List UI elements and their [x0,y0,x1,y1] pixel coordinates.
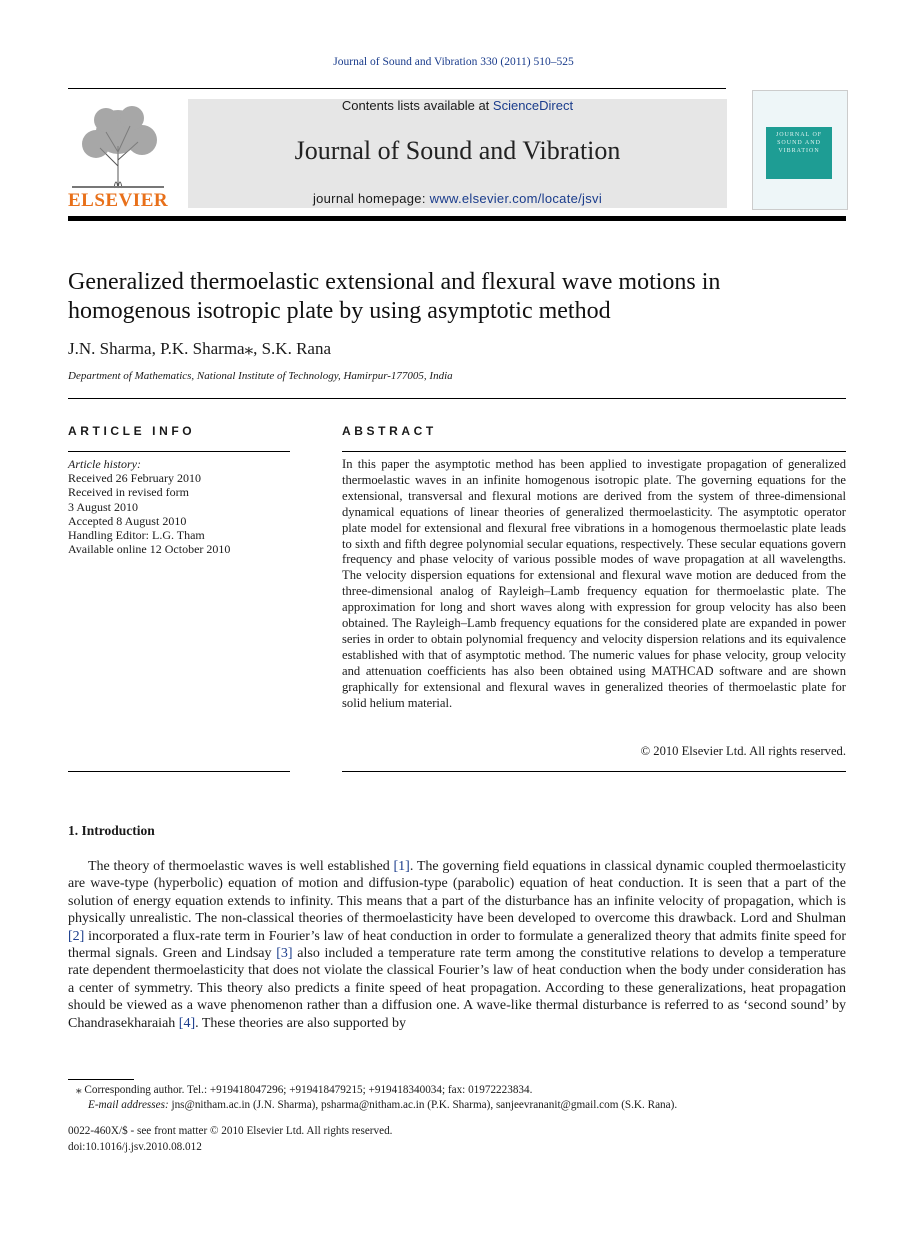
contents-prefix: Contents lists available at [341,98,493,113]
email-label: E-mail addresses: [88,1099,172,1111]
abstract-rule [342,451,846,452]
article-info-heading: ARTICLE INFO [68,424,196,438]
email-list: jns@nitham.ac.in (J.N. Sharma), psharma@nitham.ac.in (P.K. Sharma), sanjeevrananit@gmail.com (S.K. Rana). [171,1099,678,1111]
introduction-paragraph [68,858,846,1032]
abstract-bottom-rule [342,771,846,772]
journal-homepage-link[interactable]: www.elsevier.com/locate/jsvi [429,191,603,206]
history-item: Received 26 February 2010 [68,471,201,486]
front-matter-note: 0022-460X/$ - see front matter © 2010 Elsevier Ltd. All rights reserved. [68,1125,393,1137]
header-top-rule [68,88,726,89]
doi[interactable]: doi:10.1016/j.jsv.2010.08.012 [68,1141,202,1153]
contents-available-line [188,98,727,113]
header-bottom-rule [68,216,846,221]
journal-cover-thumbnail [752,90,848,210]
history-label: Article history: [68,457,141,471]
section-heading-introduction: 1. Introduction [68,823,155,838]
history-item: Accepted 8 August 2010 [68,513,187,528]
cover-title: JOURNAL OF SOUND AND VIBRATION [775,132,823,154]
reference-link[interactable]: [4] [178,1015,196,1031]
intro-text-segment: incorporated a flux-rate term in Fourier’s law of heat conduction in order to formulate a generalized theory that admits finite speed for thermal signals. Green and Lindsay [68,928,846,962]
intro-text-segment: also included a temperature rate term among the constitutive relations to develop a temperature rate dependent thermoelasticity that does not violate the classical Fourier’s law of heat conduction when the body under consideration has a center of symmetry. This theory also predicts a finite speed of heat propagation. According to these generalizations, heat propagation should be viewed as a wave phenomenon rather than a diffusion one. A wave-like thermal disturbance is referred to as ‘second sound’ by Chandrasekharaiah [68,946,846,1031]
sciencedirect-link[interactable]: ScienceDirect [492,98,574,113]
article-title: Generalized thermoelastic extensional and flexural wave motions in homogenous isotropic plate by using asymptotic method [68,269,721,324]
reference-link[interactable]: [3] [276,946,293,962]
corresponding-author-note: ⁎ Corresponding author. Tel.: +919418047296; +919418479215; +919418340034; fax: 01972223834. [76,1084,533,1096]
abstract-heading: ABSTRACT [342,424,437,438]
homepage-prefix: journal homepage: [312,191,430,206]
article-info-bottom-rule [68,771,290,772]
abstract-body: In this paper the asymptotic method has been applied to investigate propagation of generalized thermoelastic waves in an infinite homogenous isotropic plate. The governing equations for the extensional, transversal and flexural motions are derived from the system of three-dimensional dynamical equations of linear theories of generalized thermoelasticity. The asymptotic operator plate model for extensional and flexural free vibrations in a homogenous thermoelastic plate leads to sixth and fifth degree polynomial secular equations, respectively. These secular equations govern frequency and phase velocity of various possible modes of wave propagation at all wavelengths. The velocity dispersion equations for extensional and flexural wave motion are deduced from the three-dimensional analog of Rayleigh–Lamb frequency equation for thermoelastic plate. The approximation for long and short waves along with expression for group velocity has also been obtained. The Rayleigh–Lamb frequency equations for the considered plate are expanded in power series in order to obtain polynomial frequency and velocity dispersion relations and its equivalence established with that of asymptotic method. The numeric values for phase velocity, group velocity and attenuation coefficients has also been obtained using MATHCAD software and are shown graphically for extensional and flexural waves in generalized theories of thermoelastic plate for solid helium material. [342,457,846,710]
title-divider [68,398,846,399]
article-history [68,457,290,556]
affiliation: Department of Mathematics, National Institute of Technology, Hamirpur-177005, India [68,370,453,382]
elsevier-wordmark: ELSEVIER [68,190,169,211]
intro-text-segment: . These theories are also supported by [195,1015,406,1031]
journal-homepage-line [188,191,727,206]
journal-citation[interactable]: Journal of Sound and Vibration 330 (2011) 510–525 [333,56,574,68]
history-item: 3 August 2010 [68,499,139,514]
history-item: Received in revised form [68,485,189,500]
journal-title: Journal of Sound and Vibration [294,136,621,165]
footnote-rule [68,1079,134,1080]
history-item: Available online 12 October 2010 [68,542,231,557]
reference-link[interactable]: [2] [68,928,85,944]
article-info-rule [68,451,290,452]
intro-text-segment: . The governing field equations in classical dynamic coupled thermoelasticity are wave-type (hyperbolic) equation of motion and diffusion-type (parabolic) equation of heat conduction. It is seen that a part of the solution of energy equation extends to infinity. This means that a part of the disturbance has an infinite velocity of propagation, which is physically unrealistic. The non-classical theories of thermoelasticity have been developed to overcome this drawback. Lord and Shulman [68,859,846,927]
abstract-copyright: © 2010 Elsevier Ltd. All rights reserved. [640,744,846,758]
reference-link[interactable]: [1] [393,859,410,874]
intro-text-segment: The theory of thermoelastic waves is well established [88,859,394,874]
author-list: J.N. Sharma, P.K. Sharma⁎, S.K. Rana [68,339,332,358]
history-item: Handling Editor: L.G. Tham [68,528,205,543]
email-addresses-note [88,1099,677,1111]
